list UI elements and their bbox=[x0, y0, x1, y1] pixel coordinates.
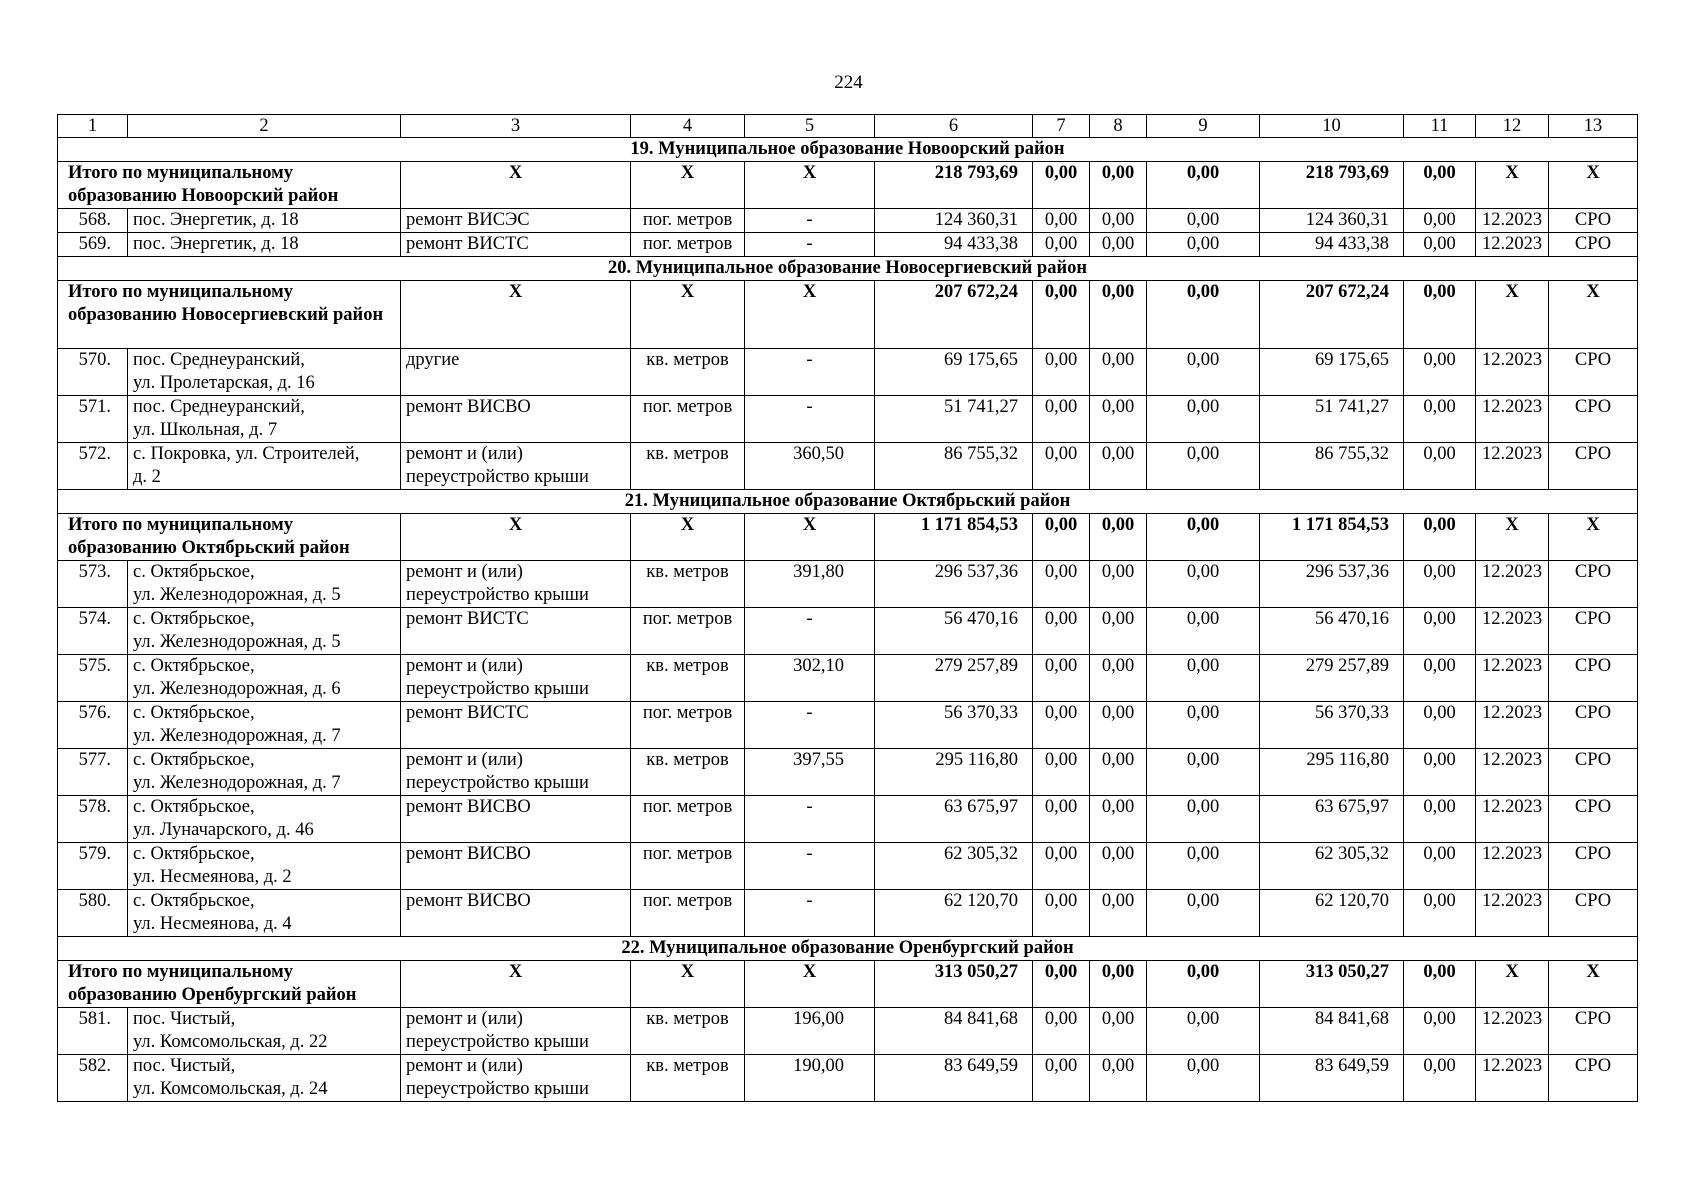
row-number: 576. bbox=[58, 702, 128, 749]
section-title: 21. Муниципальное образование Октябрьский район bbox=[58, 490, 1638, 514]
row-c10: 62 120,70 bbox=[1260, 890, 1404, 937]
total-c5: X bbox=[745, 514, 875, 561]
row-c8: 0,00 bbox=[1090, 233, 1147, 257]
column-header: 2 bbox=[128, 115, 401, 138]
row-c13: СРО bbox=[1549, 608, 1638, 655]
row-c12: 12.2023 bbox=[1476, 561, 1549, 608]
row-c10: 56 470,16 bbox=[1260, 608, 1404, 655]
table-row bbox=[58, 749, 1638, 796]
table-row bbox=[58, 1055, 1638, 1102]
row-number: 570. bbox=[58, 349, 128, 396]
total-c3: X bbox=[401, 162, 631, 209]
total-c8: 0,00 bbox=[1090, 281, 1147, 349]
row-address: с. Октябрьское, ул. Железнодорожная, д. 7 bbox=[128, 749, 401, 796]
total-label: Итого по муниципальному образованию Новосергиевский район bbox=[58, 281, 401, 349]
row-c13: СРО bbox=[1549, 561, 1638, 608]
row-work-type: ремонт ВИСВО bbox=[401, 796, 631, 843]
row-c7: 0,00 bbox=[1033, 396, 1090, 443]
row-unit: кв. метров bbox=[631, 349, 745, 396]
total-c11: 0,00 bbox=[1404, 961, 1476, 1008]
row-c8: 0,00 bbox=[1090, 702, 1147, 749]
row-unit: пог. метров bbox=[631, 890, 745, 937]
column-header: 13 bbox=[1549, 115, 1638, 138]
row-c5: - bbox=[745, 349, 875, 396]
table-row bbox=[58, 561, 1638, 608]
table-row bbox=[58, 443, 1638, 490]
row-c5: - bbox=[745, 233, 875, 257]
row-work-type: другие bbox=[401, 349, 631, 396]
row-number: 574. bbox=[58, 608, 128, 655]
row-c5: 397,55 bbox=[745, 749, 875, 796]
row-number: 579. bbox=[58, 843, 128, 890]
table-row bbox=[58, 1008, 1638, 1055]
row-c7: 0,00 bbox=[1033, 655, 1090, 702]
row-c10: 86 755,32 bbox=[1260, 443, 1404, 490]
row-c12: 12.2023 bbox=[1476, 655, 1549, 702]
row-work-type: ремонт и (или) переустройство крыши bbox=[401, 443, 631, 490]
row-address: пос. Среднеуранский, ул. Пролетарская, д. 16 bbox=[128, 349, 401, 396]
row-c12: 12.2023 bbox=[1476, 1008, 1549, 1055]
row-c7: 0,00 bbox=[1033, 349, 1090, 396]
row-c7: 0,00 bbox=[1033, 1008, 1090, 1055]
total-c13: X bbox=[1549, 514, 1638, 561]
row-c9: 0,00 bbox=[1147, 796, 1260, 843]
total-c4: X bbox=[631, 514, 745, 561]
row-c12: 12.2023 bbox=[1476, 749, 1549, 796]
total-c4: X bbox=[631, 162, 745, 209]
row-c7: 0,00 bbox=[1033, 561, 1090, 608]
row-c6: 62 120,70 bbox=[875, 890, 1033, 937]
row-c12: 12.2023 bbox=[1476, 890, 1549, 937]
row-address: с. Октябрьское, ул. Железнодорожная, д. 5 bbox=[128, 608, 401, 655]
row-c9: 0,00 bbox=[1147, 1055, 1260, 1102]
row-number: 569. bbox=[58, 233, 128, 257]
row-unit: кв. метров bbox=[631, 561, 745, 608]
row-c8: 0,00 bbox=[1090, 396, 1147, 443]
row-c6: 62 305,32 bbox=[875, 843, 1033, 890]
row-c13: СРО bbox=[1549, 890, 1638, 937]
row-c6: 279 257,89 bbox=[875, 655, 1033, 702]
row-c5: - bbox=[745, 702, 875, 749]
row-c12: 12.2023 bbox=[1476, 209, 1549, 233]
row-address: с. Октябрьское, ул. Железнодорожная, д. 6 bbox=[128, 655, 401, 702]
total-c11: 0,00 bbox=[1404, 162, 1476, 209]
total-c3: X bbox=[401, 514, 631, 561]
row-c10: 62 305,32 bbox=[1260, 843, 1404, 890]
total-c7: 0,00 bbox=[1033, 162, 1090, 209]
row-c8: 0,00 bbox=[1090, 796, 1147, 843]
column-number-row bbox=[58, 115, 1638, 138]
total-c6: 218 793,69 bbox=[875, 162, 1033, 209]
row-unit: пог. метров bbox=[631, 396, 745, 443]
row-c10: 69 175,65 bbox=[1260, 349, 1404, 396]
page-number: 224 bbox=[834, 72, 863, 93]
row-c6: 295 116,80 bbox=[875, 749, 1033, 796]
row-address: пос. Среднеуранский, ул. Школьная, д. 7 bbox=[128, 396, 401, 443]
row-c10: 94 433,38 bbox=[1260, 233, 1404, 257]
row-c9: 0,00 bbox=[1147, 443, 1260, 490]
total-c11: 0,00 bbox=[1404, 281, 1476, 349]
total-c6: 1 171 854,53 bbox=[875, 514, 1033, 561]
row-c10: 56 370,33 bbox=[1260, 702, 1404, 749]
row-work-type: ремонт ВИСТС bbox=[401, 608, 631, 655]
row-c9: 0,00 bbox=[1147, 702, 1260, 749]
total-c11: 0,00 bbox=[1404, 514, 1476, 561]
total-c3: X bbox=[401, 961, 631, 1008]
column-header: 11 bbox=[1404, 115, 1476, 138]
row-c12: 12.2023 bbox=[1476, 1055, 1549, 1102]
row-number: 572. bbox=[58, 443, 128, 490]
row-c11: 0,00 bbox=[1404, 233, 1476, 257]
row-c11: 0,00 bbox=[1404, 702, 1476, 749]
row-address: с. Октябрьское, ул. Несмеянова, д. 2 bbox=[128, 843, 401, 890]
row-c8: 0,00 bbox=[1090, 1008, 1147, 1055]
row-number: 568. bbox=[58, 209, 128, 233]
row-c8: 0,00 bbox=[1090, 209, 1147, 233]
table-row bbox=[58, 349, 1638, 396]
total-c6: 313 050,27 bbox=[875, 961, 1033, 1008]
total-c3: X bbox=[401, 281, 631, 349]
row-c11: 0,00 bbox=[1404, 561, 1476, 608]
row-c5: - bbox=[745, 843, 875, 890]
total-label: Итого по муниципальному образованию Оренбургский район bbox=[58, 961, 401, 1008]
table-row bbox=[58, 608, 1638, 655]
section-total-row bbox=[58, 961, 1638, 1008]
row-c11: 0,00 bbox=[1404, 349, 1476, 396]
row-c5: 196,00 bbox=[745, 1008, 875, 1055]
row-c11: 0,00 bbox=[1404, 655, 1476, 702]
total-c10: 313 050,27 bbox=[1260, 961, 1404, 1008]
row-c12: 12.2023 bbox=[1476, 233, 1549, 257]
row-c9: 0,00 bbox=[1147, 233, 1260, 257]
row-c12: 12.2023 bbox=[1476, 608, 1549, 655]
row-address: с. Октябрьское, ул. Железнодорожная, д. 7 bbox=[128, 702, 401, 749]
total-c5: X bbox=[745, 281, 875, 349]
row-c11: 0,00 bbox=[1404, 749, 1476, 796]
section-total-row bbox=[58, 514, 1638, 561]
table-row bbox=[58, 209, 1638, 233]
column-header: 10 bbox=[1260, 115, 1404, 138]
section-total-row bbox=[58, 281, 1638, 349]
row-unit: пог. метров bbox=[631, 209, 745, 233]
column-header: 4 bbox=[631, 115, 745, 138]
row-work-type: ремонт ВИСВО bbox=[401, 843, 631, 890]
row-c13: СРО bbox=[1549, 749, 1638, 796]
row-c10: 296 537,36 bbox=[1260, 561, 1404, 608]
row-address: пос. Энергетик, д. 18 bbox=[128, 209, 401, 233]
row-unit: кв. метров bbox=[631, 1008, 745, 1055]
row-work-type: ремонт и (или) переустройство крыши bbox=[401, 1055, 631, 1102]
row-c11: 0,00 bbox=[1404, 443, 1476, 490]
row-number: 580. bbox=[58, 890, 128, 937]
total-c12: X bbox=[1476, 961, 1549, 1008]
row-address: с. Покровка, ул. Строителей, д. 2 bbox=[128, 443, 401, 490]
table-row bbox=[58, 702, 1638, 749]
row-c7: 0,00 bbox=[1033, 608, 1090, 655]
row-c13: СРО bbox=[1549, 1008, 1638, 1055]
table-row bbox=[58, 655, 1638, 702]
row-c7: 0,00 bbox=[1033, 749, 1090, 796]
row-c12: 12.2023 bbox=[1476, 349, 1549, 396]
total-c7: 0,00 bbox=[1033, 961, 1090, 1008]
row-number: 577. bbox=[58, 749, 128, 796]
row-c7: 0,00 bbox=[1033, 443, 1090, 490]
total-c8: 0,00 bbox=[1090, 162, 1147, 209]
row-number: 575. bbox=[58, 655, 128, 702]
row-unit: пог. метров bbox=[631, 702, 745, 749]
row-number: 578. bbox=[58, 796, 128, 843]
row-c13: СРО bbox=[1549, 443, 1638, 490]
total-c13: X bbox=[1549, 961, 1638, 1008]
row-c9: 0,00 bbox=[1147, 843, 1260, 890]
section-header-row bbox=[58, 937, 1638, 961]
row-unit: кв. метров bbox=[631, 1055, 745, 1102]
column-header: 9 bbox=[1147, 115, 1260, 138]
row-c5: - bbox=[745, 796, 875, 843]
row-c12: 12.2023 bbox=[1476, 796, 1549, 843]
section-header-row bbox=[58, 138, 1638, 162]
row-unit: пог. метров bbox=[631, 796, 745, 843]
row-unit: пог. метров bbox=[631, 233, 745, 257]
row-c6: 94 433,38 bbox=[875, 233, 1033, 257]
row-c6: 83 649,59 bbox=[875, 1055, 1033, 1102]
row-work-type: ремонт ВИСЭС bbox=[401, 209, 631, 233]
row-c5: 190,00 bbox=[745, 1055, 875, 1102]
row-c5: - bbox=[745, 209, 875, 233]
total-c10: 207 672,24 bbox=[1260, 281, 1404, 349]
row-address: пос. Энергетик, д. 18 bbox=[128, 233, 401, 257]
column-header: 7 bbox=[1033, 115, 1090, 138]
total-c12: X bbox=[1476, 162, 1549, 209]
total-c13: X bbox=[1549, 281, 1638, 349]
row-c7: 0,00 bbox=[1033, 796, 1090, 843]
row-c9: 0,00 bbox=[1147, 655, 1260, 702]
row-c6: 84 841,68 bbox=[875, 1008, 1033, 1055]
row-c13: СРО bbox=[1549, 396, 1638, 443]
row-unit: пог. метров bbox=[631, 608, 745, 655]
row-c11: 0,00 bbox=[1404, 843, 1476, 890]
row-c5: - bbox=[745, 890, 875, 937]
row-c12: 12.2023 bbox=[1476, 702, 1549, 749]
column-header: 1 bbox=[58, 115, 128, 138]
row-c13: СРО bbox=[1549, 349, 1638, 396]
section-header-row bbox=[58, 490, 1638, 514]
row-c6: 63 675,97 bbox=[875, 796, 1033, 843]
row-c6: 124 360,31 bbox=[875, 209, 1033, 233]
section-header-row bbox=[58, 257, 1638, 281]
row-number: 571. bbox=[58, 396, 128, 443]
row-c11: 0,00 bbox=[1404, 796, 1476, 843]
row-c6: 56 370,33 bbox=[875, 702, 1033, 749]
total-c10: 218 793,69 bbox=[1260, 162, 1404, 209]
row-address: с. Октябрьское, ул. Луначарского, д. 46 bbox=[128, 796, 401, 843]
row-c12: 12.2023 bbox=[1476, 843, 1549, 890]
row-c11: 0,00 bbox=[1404, 890, 1476, 937]
total-c7: 0,00 bbox=[1033, 514, 1090, 561]
row-address: с. Октябрьское, ул. Железнодорожная, д. 5 bbox=[128, 561, 401, 608]
row-c13: СРО bbox=[1549, 702, 1638, 749]
row-c8: 0,00 bbox=[1090, 608, 1147, 655]
total-c9: 0,00 bbox=[1147, 514, 1260, 561]
total-c9: 0,00 bbox=[1147, 162, 1260, 209]
row-c9: 0,00 bbox=[1147, 1008, 1260, 1055]
row-work-type: ремонт ВИСТС bbox=[401, 233, 631, 257]
row-number: 573. bbox=[58, 561, 128, 608]
row-c10: 279 257,89 bbox=[1260, 655, 1404, 702]
row-c5: 360,50 bbox=[745, 443, 875, 490]
row-c9: 0,00 bbox=[1147, 396, 1260, 443]
row-c9: 0,00 bbox=[1147, 608, 1260, 655]
table-row bbox=[58, 796, 1638, 843]
row-c8: 0,00 bbox=[1090, 843, 1147, 890]
row-c6: 86 755,32 bbox=[875, 443, 1033, 490]
row-c10: 83 649,59 bbox=[1260, 1055, 1404, 1102]
row-c5: - bbox=[745, 396, 875, 443]
row-unit: пог. метров bbox=[631, 843, 745, 890]
row-c8: 0,00 bbox=[1090, 1055, 1147, 1102]
total-c9: 0,00 bbox=[1147, 961, 1260, 1008]
total-c7: 0,00 bbox=[1033, 281, 1090, 349]
row-c10: 124 360,31 bbox=[1260, 209, 1404, 233]
row-c9: 0,00 bbox=[1147, 749, 1260, 796]
row-c10: 84 841,68 bbox=[1260, 1008, 1404, 1055]
row-c11: 0,00 bbox=[1404, 396, 1476, 443]
row-work-type: ремонт ВИСТС bbox=[401, 702, 631, 749]
row-c7: 0,00 bbox=[1033, 233, 1090, 257]
row-c7: 0,00 bbox=[1033, 1055, 1090, 1102]
section-title: 22. Муниципальное образование Оренбургский район bbox=[58, 937, 1638, 961]
row-c5: - bbox=[745, 608, 875, 655]
row-c12: 12.2023 bbox=[1476, 443, 1549, 490]
row-work-type: ремонт ВИСВО bbox=[401, 890, 631, 937]
row-c13: СРО bbox=[1549, 1055, 1638, 1102]
row-c6: 296 537,36 bbox=[875, 561, 1033, 608]
row-c9: 0,00 bbox=[1147, 349, 1260, 396]
table-row bbox=[58, 890, 1638, 937]
section-title: 20. Муниципальное образование Новосергиевский район bbox=[58, 257, 1638, 281]
row-c8: 0,00 bbox=[1090, 349, 1147, 396]
total-c5: X bbox=[745, 162, 875, 209]
total-c10: 1 171 854,53 bbox=[1260, 514, 1404, 561]
row-c8: 0,00 bbox=[1090, 443, 1147, 490]
total-label: Итого по муниципальному образованию Новоорский район bbox=[58, 162, 401, 209]
column-header: 5 bbox=[745, 115, 875, 138]
section-title: 19. Муниципальное образование Новоорский район bbox=[58, 138, 1638, 162]
row-work-type: ремонт ВИСВО bbox=[401, 396, 631, 443]
total-c5: X bbox=[745, 961, 875, 1008]
row-number: 582. bbox=[58, 1055, 128, 1102]
row-c13: СРО bbox=[1549, 233, 1638, 257]
column-header: 8 bbox=[1090, 115, 1147, 138]
column-header: 12 bbox=[1476, 115, 1549, 138]
row-c11: 0,00 bbox=[1404, 209, 1476, 233]
total-c12: X bbox=[1476, 281, 1549, 349]
row-c8: 0,00 bbox=[1090, 655, 1147, 702]
row-c7: 0,00 bbox=[1033, 890, 1090, 937]
row-c12: 12.2023 bbox=[1476, 396, 1549, 443]
row-address: пос. Чистый, ул. Комсомольская, д. 24 bbox=[128, 1055, 401, 1102]
row-work-type: ремонт и (или) переустройство крыши bbox=[401, 1008, 631, 1055]
row-c6: 56 470,16 bbox=[875, 608, 1033, 655]
row-number: 581. bbox=[58, 1008, 128, 1055]
row-c11: 0,00 bbox=[1404, 1008, 1476, 1055]
row-c10: 63 675,97 bbox=[1260, 796, 1404, 843]
row-c8: 0,00 bbox=[1090, 561, 1147, 608]
column-header: 6 bbox=[875, 115, 1033, 138]
row-c10: 295 116,80 bbox=[1260, 749, 1404, 796]
column-header: 3 bbox=[401, 115, 631, 138]
row-address: пос. Чистый, ул. Комсомольская, д. 22 bbox=[128, 1008, 401, 1055]
row-c13: СРО bbox=[1549, 796, 1638, 843]
row-c6: 51 741,27 bbox=[875, 396, 1033, 443]
section-total-row bbox=[58, 162, 1638, 209]
total-label: Итого по муниципальному образованию Октябрьский район bbox=[58, 514, 401, 561]
row-c11: 0,00 bbox=[1404, 608, 1476, 655]
total-c13: X bbox=[1549, 162, 1638, 209]
repair-program-table bbox=[57, 114, 1638, 1102]
row-c9: 0,00 bbox=[1147, 209, 1260, 233]
row-c5: 391,80 bbox=[745, 561, 875, 608]
row-c6: 69 175,65 bbox=[875, 349, 1033, 396]
row-c10: 51 741,27 bbox=[1260, 396, 1404, 443]
row-unit: кв. метров bbox=[631, 655, 745, 702]
row-work-type: ремонт и (или) переустройство крыши bbox=[401, 655, 631, 702]
row-c8: 0,00 bbox=[1090, 749, 1147, 796]
row-c13: СРО bbox=[1549, 209, 1638, 233]
total-c9: 0,00 bbox=[1147, 281, 1260, 349]
table-row bbox=[58, 233, 1638, 257]
row-unit: кв. метров bbox=[631, 443, 745, 490]
row-c13: СРО bbox=[1549, 843, 1638, 890]
row-unit: кв. метров bbox=[631, 749, 745, 796]
total-c4: X bbox=[631, 961, 745, 1008]
row-work-type: ремонт и (или) переустройство крыши bbox=[401, 749, 631, 796]
table-row bbox=[58, 843, 1638, 890]
row-work-type: ремонт и (или) переустройство крыши bbox=[401, 561, 631, 608]
total-c4: X bbox=[631, 281, 745, 349]
row-c5: 302,10 bbox=[745, 655, 875, 702]
table-row bbox=[58, 396, 1638, 443]
row-c7: 0,00 bbox=[1033, 843, 1090, 890]
row-c11: 0,00 bbox=[1404, 1055, 1476, 1102]
row-address: с. Октябрьское, ул. Несмеянова, д. 4 bbox=[128, 890, 401, 937]
row-c9: 0,00 bbox=[1147, 890, 1260, 937]
row-c7: 0,00 bbox=[1033, 209, 1090, 233]
total-c6: 207 672,24 bbox=[875, 281, 1033, 349]
total-c8: 0,00 bbox=[1090, 961, 1147, 1008]
total-c8: 0,00 bbox=[1090, 514, 1147, 561]
row-c13: СРО bbox=[1549, 655, 1638, 702]
total-c12: X bbox=[1476, 514, 1549, 561]
row-c7: 0,00 bbox=[1033, 702, 1090, 749]
row-c8: 0,00 bbox=[1090, 890, 1147, 937]
row-c9: 0,00 bbox=[1147, 561, 1260, 608]
